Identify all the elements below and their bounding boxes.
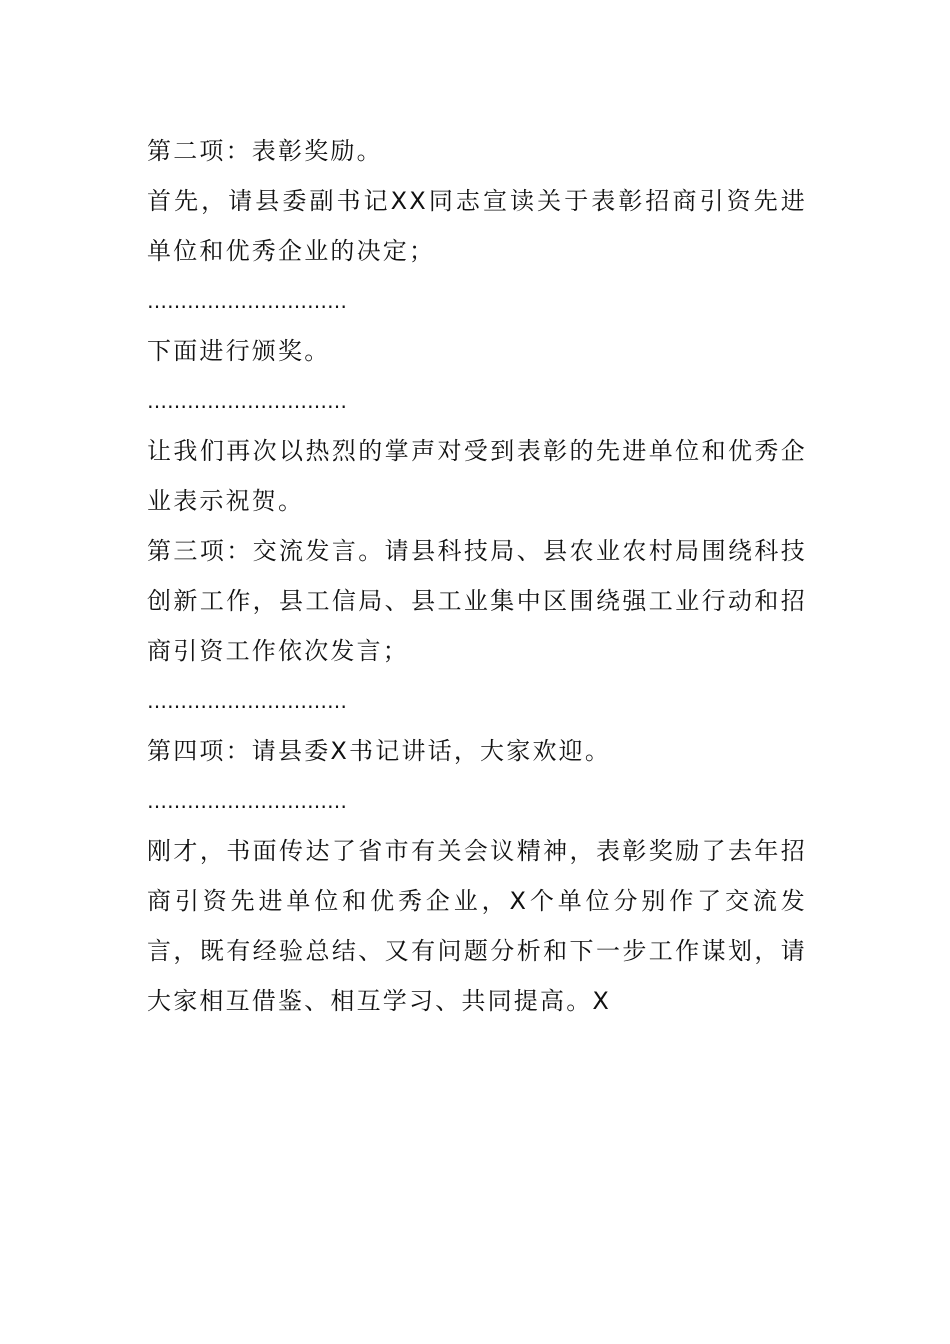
- document-body: [147, 126, 807, 1026]
- paragraph-congratulations: 让我们再次以热烈的掌声对受到表彰的先进单位和优秀企业表示祝贺。: [147, 437, 807, 515]
- paragraph-summary: 刚才，书面传达了省市有关会议精神，表彰奖励了去年招商引资先进单位和优秀企业，X个单位分别作了交流发言，既有经验总结、又有问题分析和下一步工作谋划，请大家相互借鉴、相互学习、共同提高。X: [147, 837, 807, 1015]
- ellipsis-separator: …………………………: [147, 789, 347, 813]
- paragraph-item-3-speeches: 第三项：交流发言。请县科技局、县农业农村局围绕科技创新工作，县工信局、县工业集中区围绕强工业行动和招商引资工作依次发言；: [147, 537, 807, 665]
- ellipsis-separator: …………………………: [147, 289, 347, 313]
- paragraph-item-2-awards: 第二项：表彰奖励。: [147, 137, 383, 165]
- ellipsis-separator: …………………………: [147, 689, 347, 713]
- paragraph-award-presentation: 下面进行颁奖。: [147, 337, 331, 365]
- paragraph-item-4-secretary-speech: 第四项：请县委X书记讲话，大家欢迎。: [147, 737, 612, 765]
- paragraph-decision-reading: 首先，请县委副书记XX同志宣读关于表彰招商引资先进单位和优秀企业的决定；: [147, 187, 807, 265]
- ellipsis-separator: …………………………: [147, 389, 347, 413]
